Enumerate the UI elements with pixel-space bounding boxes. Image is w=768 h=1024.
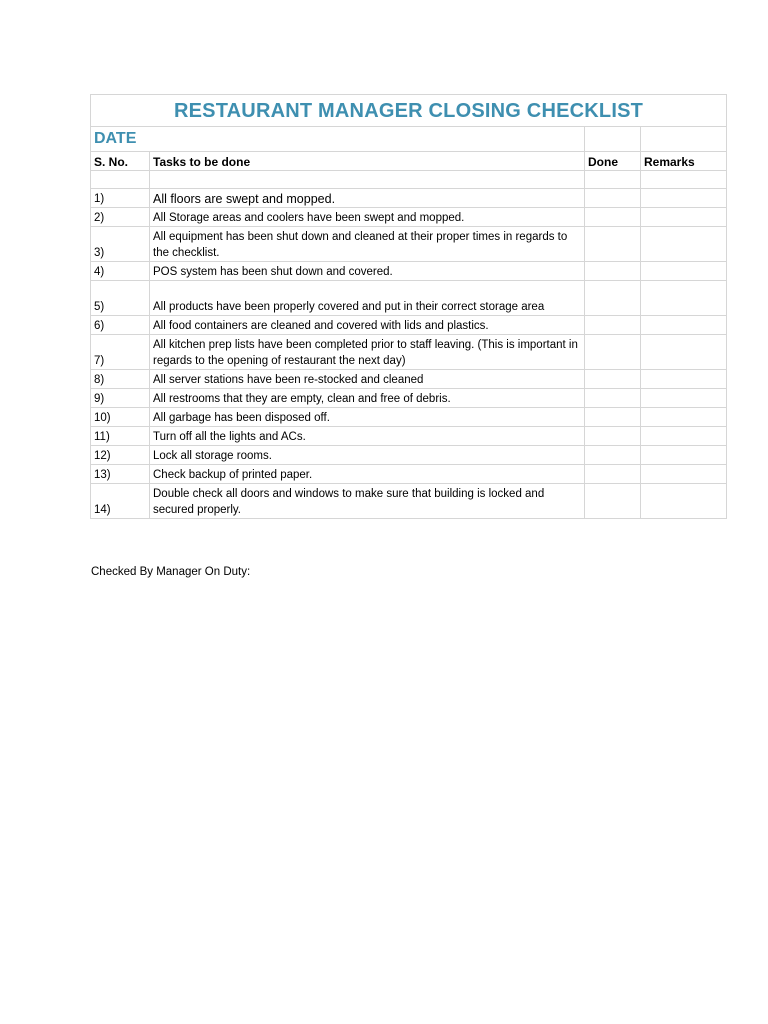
table-row bbox=[91, 408, 727, 427]
remarks-cell[interactable] bbox=[641, 189, 727, 208]
task-number: 12) bbox=[91, 446, 150, 465]
table-row bbox=[91, 316, 727, 335]
remarks-cell[interactable] bbox=[641, 446, 727, 465]
task-text: All server stations have been re-stocked and cleaned bbox=[150, 370, 585, 389]
task-text: All equipment has been shut down and cleaned at their proper times in regards to the checklist. bbox=[150, 227, 585, 262]
task-text: All products have been properly covered and put in their correct storage area bbox=[150, 281, 585, 316]
done-cell[interactable] bbox=[585, 408, 641, 427]
done-cell[interactable] bbox=[585, 316, 641, 335]
remarks-cell[interactable] bbox=[641, 465, 727, 484]
done-cell[interactable] bbox=[585, 427, 641, 446]
done-cell[interactable] bbox=[585, 370, 641, 389]
task-number: 4) bbox=[91, 262, 150, 281]
header-remarks: Remarks bbox=[641, 152, 727, 171]
task-text: All garbage has been disposed off. bbox=[150, 408, 585, 427]
task-text: All restrooms that they are empty, clean and free of debris. bbox=[150, 389, 585, 408]
header-task: Tasks to be done bbox=[150, 152, 585, 171]
done-cell[interactable] bbox=[585, 208, 641, 227]
checked-by-label: Checked By Manager On Duty: bbox=[91, 566, 251, 578]
remarks-cell[interactable] bbox=[641, 427, 727, 446]
task-number: 3) bbox=[91, 227, 150, 262]
task-number: 1) bbox=[91, 189, 150, 208]
task-text: All food containers are cleaned and covered with lids and plastics. bbox=[150, 316, 585, 335]
done-cell[interactable] bbox=[585, 446, 641, 465]
header-row bbox=[91, 152, 727, 171]
table-row bbox=[91, 281, 727, 316]
done-cell[interactable] bbox=[585, 227, 641, 262]
table-row bbox=[91, 335, 727, 370]
date-label: DATE bbox=[91, 127, 585, 152]
task-number: 14) bbox=[91, 484, 150, 519]
header-done: Done bbox=[585, 152, 641, 171]
table-row bbox=[91, 189, 727, 208]
table-row bbox=[91, 370, 727, 389]
task-number: 2) bbox=[91, 208, 150, 227]
done-cell[interactable] bbox=[585, 389, 641, 408]
table-row bbox=[91, 227, 727, 262]
remarks-cell[interactable] bbox=[641, 389, 727, 408]
task-number: 10) bbox=[91, 408, 150, 427]
task-number: 7) bbox=[91, 335, 150, 370]
table-row bbox=[91, 208, 727, 227]
table-row bbox=[91, 389, 727, 408]
done-cell[interactable] bbox=[585, 189, 641, 208]
remarks-cell[interactable] bbox=[641, 370, 727, 389]
done-cell[interactable] bbox=[585, 484, 641, 519]
date-remarks-cell bbox=[641, 127, 727, 152]
table-row bbox=[91, 446, 727, 465]
remarks-cell[interactable] bbox=[641, 281, 727, 316]
remarks-cell[interactable] bbox=[641, 408, 727, 427]
table-row bbox=[91, 262, 727, 281]
blank-row bbox=[91, 171, 727, 189]
remarks-cell[interactable] bbox=[641, 335, 727, 370]
remarks-cell[interactable] bbox=[641, 262, 727, 281]
checklist-title: RESTAURANT MANAGER CLOSING CHECKLIST bbox=[91, 95, 727, 127]
task-text: All floors are swept and mopped. bbox=[150, 189, 585, 208]
task-number: 6) bbox=[91, 316, 150, 335]
task-number: 13) bbox=[91, 465, 150, 484]
table-row bbox=[91, 427, 727, 446]
task-text: Lock all storage rooms. bbox=[150, 446, 585, 465]
remarks-cell[interactable] bbox=[641, 227, 727, 262]
checklist-table bbox=[90, 94, 727, 519]
table-row bbox=[91, 465, 727, 484]
task-number: 11) bbox=[91, 427, 150, 446]
done-cell[interactable] bbox=[585, 335, 641, 370]
date-done-cell bbox=[585, 127, 641, 152]
task-text: All kitchen prep lists have been completed prior to staff leaving. (This is important in regards to the opening of restaurant the next day) bbox=[150, 335, 585, 370]
task-text: All Storage areas and coolers have been swept and mopped. bbox=[150, 208, 585, 227]
task-text: Check backup of printed paper. bbox=[150, 465, 585, 484]
done-cell[interactable] bbox=[585, 281, 641, 316]
task-text: Turn off all the lights and ACs. bbox=[150, 427, 585, 446]
task-number: 8) bbox=[91, 370, 150, 389]
done-cell[interactable] bbox=[585, 262, 641, 281]
task-text: POS system has been shut down and covered. bbox=[150, 262, 585, 281]
table-row bbox=[91, 484, 727, 519]
task-number: 9) bbox=[91, 389, 150, 408]
task-text: Double check all doors and windows to make sure that building is locked and secured properly. bbox=[150, 484, 585, 519]
header-sno: S. No. bbox=[91, 152, 150, 171]
remarks-cell[interactable] bbox=[641, 316, 727, 335]
task-number: 5) bbox=[91, 281, 150, 316]
remarks-cell[interactable] bbox=[641, 208, 727, 227]
done-cell[interactable] bbox=[585, 465, 641, 484]
remarks-cell[interactable] bbox=[641, 484, 727, 519]
